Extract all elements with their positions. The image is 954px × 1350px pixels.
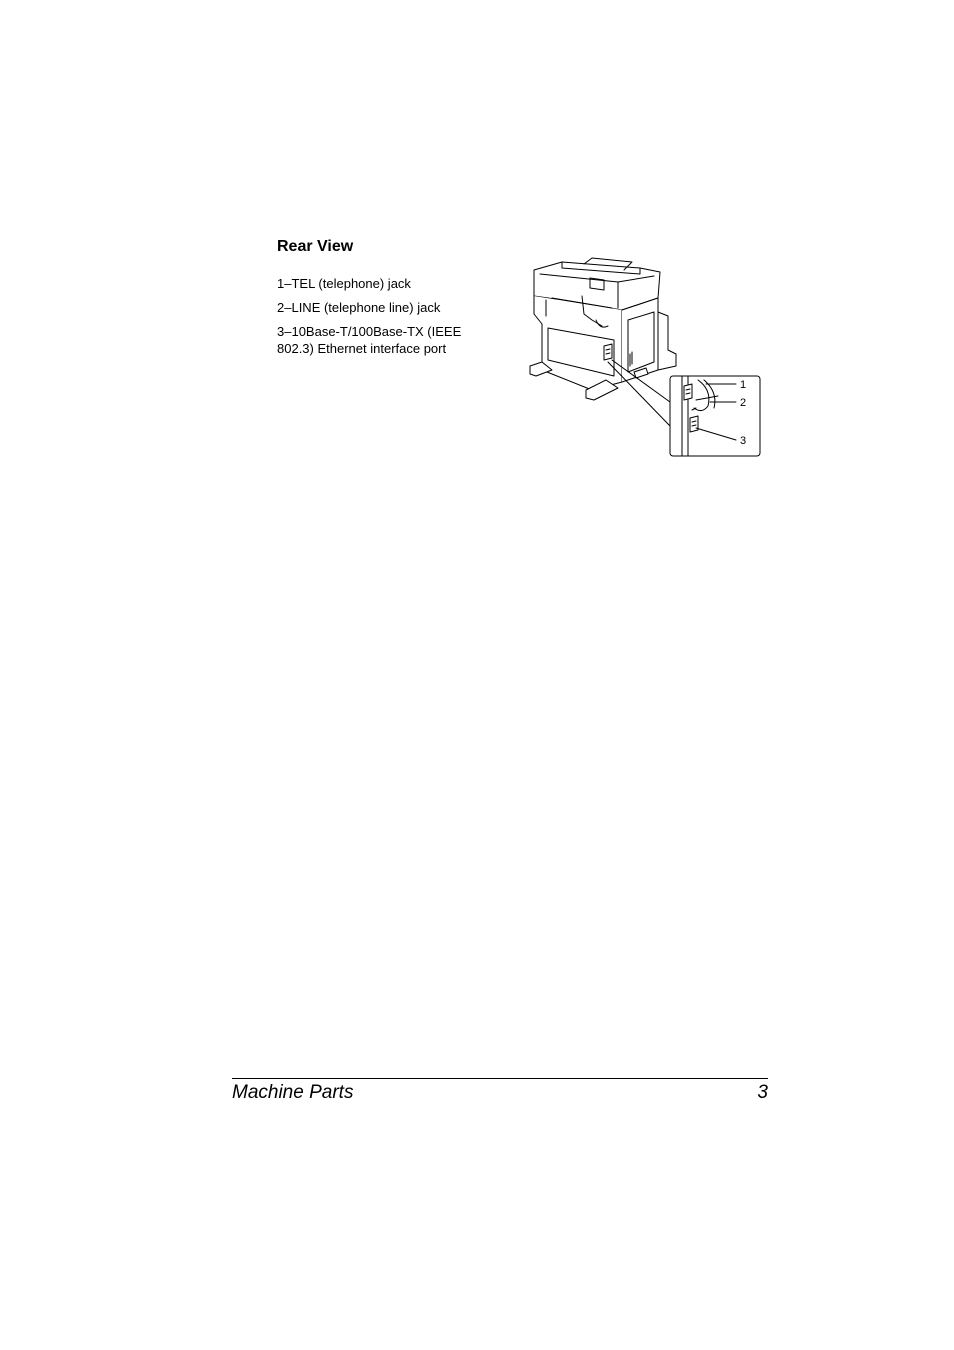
section-title: Rear View — [277, 238, 354, 255]
page-number: 3 — [757, 1082, 768, 1103]
list-item-tel-jack: 1–TEL (telephone) jack — [277, 276, 411, 291]
footer-section-name: Machine Parts — [232, 1082, 354, 1103]
rear-view-illustration — [522, 250, 764, 460]
list-item-line-jack: 2–LINE (telephone line) jack — [277, 300, 441, 315]
footer-divider — [232, 1078, 768, 1079]
callout-2: 2 — [740, 397, 747, 409]
callout-1: 1 — [740, 379, 747, 391]
list-item-ethernet-port: 3–10Base-T/100Base-TX (IEEE 802.3) Ethernet interface port — [277, 324, 462, 356]
callout-3: 3 — [740, 435, 747, 447]
parts-list — [277, 275, 492, 364]
